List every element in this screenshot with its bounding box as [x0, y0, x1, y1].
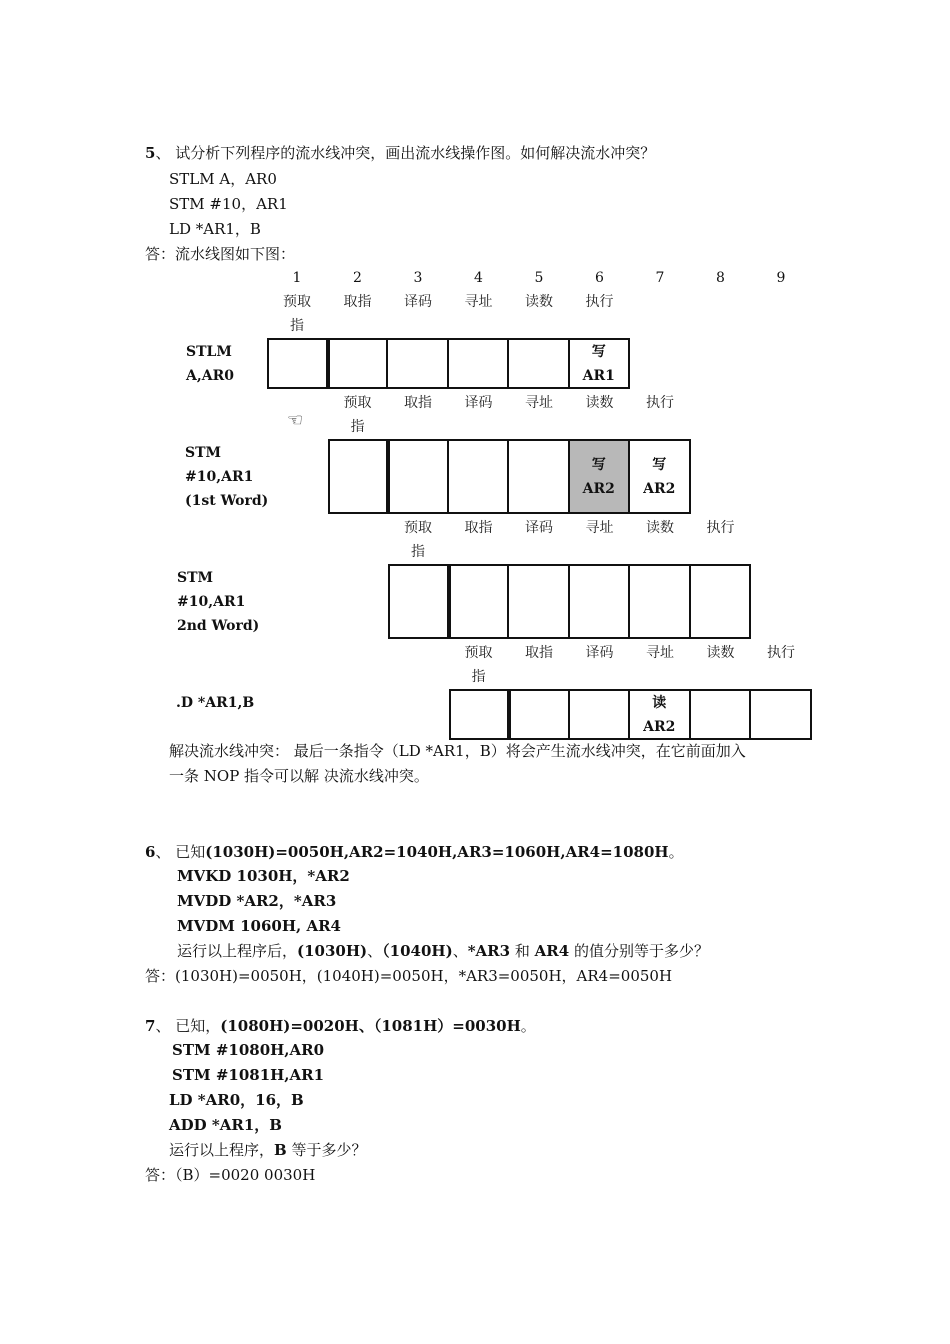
q7-sep: 、 [155, 1017, 176, 1035]
q6-ask-3: 、 [452, 942, 468, 960]
q6-ask-b2: （1040H) [382, 942, 453, 960]
instruction-label [177, 566, 259, 638]
q5-heading [145, 143, 655, 163]
instruction-label-line: #10,AR1 [177, 594, 246, 610]
q6-ask-4: 和 [510, 942, 535, 960]
q7-heading [145, 1016, 536, 1036]
stage-label: 执行 [767, 645, 795, 661]
column-number: 4 [474, 270, 483, 286]
pipeline-cell [447, 338, 510, 389]
stage-label: 取指 [404, 395, 432, 411]
q7-ask [169, 1140, 366, 1160]
pipeline-cell-text: AR2 [643, 480, 676, 497]
pipeline-cell-text: AR2 [643, 718, 676, 735]
instruction-label-line: .D *AR1,B [176, 695, 255, 711]
pipeline-cell [388, 564, 451, 639]
pipeline-cell-text: 读 [652, 694, 667, 711]
q7-code-line-2: STM #1081H,AR1 [172, 1066, 325, 1084]
q7-ask-1: 运行以上程序， [169, 1141, 275, 1159]
column-number: 1 [292, 270, 302, 286]
stage-label: 执行 [646, 395, 674, 411]
q5-answer-intro: 答：流水线图如下图： [145, 245, 296, 263]
pipeline-cell [689, 689, 752, 740]
pipeline-cell [628, 689, 691, 740]
pipeline-cell-text: 写 [652, 456, 667, 473]
stage-label: 译码 [404, 294, 432, 310]
q6-heading [145, 842, 684, 862]
pipeline-cell [507, 564, 570, 639]
column-number: 9 [776, 270, 786, 286]
q6-code-line-3: MVDM 1060H, AR4 [177, 917, 341, 935]
stage-label-part: 指 [290, 318, 304, 334]
q7-number: 7 [145, 1017, 156, 1035]
stage-label: 寻址 [525, 395, 553, 411]
stage-label-part: 预取 [464, 645, 493, 661]
stage-label-part: 预取 [343, 395, 372, 411]
pipeline-cell [507, 439, 570, 514]
pipeline-cell [447, 564, 510, 639]
q6-ask-5: 的值分别等于多少？ [569, 942, 709, 960]
pipeline-cell [328, 439, 391, 514]
q6-ask-b3: *AR3 [467, 942, 511, 960]
stage-label [267, 290, 327, 338]
pipeline-cell [568, 564, 631, 639]
q6-question-pre: 已知 [175, 843, 206, 861]
stage-label-part: 指 [350, 419, 365, 435]
pipeline-cell [267, 338, 330, 389]
stage-label: 读数 [646, 520, 674, 536]
q5-question: 试分析下列程序的流水线冲突，画出流水线操作图。如何解决流水冲突？ [175, 144, 656, 162]
stage-label: 读数 [706, 645, 735, 661]
pipeline-cell [507, 689, 570, 740]
instruction-label [186, 340, 234, 388]
pipeline-cell [326, 338, 389, 389]
stage-label: 寻址 [464, 294, 493, 310]
stage-label: 寻址 [646, 645, 674, 661]
stage-label [388, 516, 448, 564]
column-number: 6 [595, 270, 604, 286]
q6-code-line-1: MVKD 1030H，*AR2 [177, 867, 350, 885]
q5-solution-line-1: 解决流水线冲突： 最后一条指令（LD *AR1，B）将会产生流水线冲突，在它前面加入 [169, 742, 746, 760]
q6-ask-b1: (1030H) [297, 942, 368, 960]
pipeline-cell [568, 338, 631, 389]
stage-label: 取指 [525, 645, 553, 661]
q5-sep: 、 [155, 144, 176, 162]
stage-label [449, 641, 509, 689]
stage-label-part: 预取 [283, 294, 311, 310]
stage-label-part: 预取 [404, 520, 432, 536]
pipeline-cell [749, 689, 812, 740]
stage-label: 执行 [706, 520, 735, 536]
instruction-label-line: STLM [186, 344, 232, 360]
instruction-label [185, 441, 268, 513]
stage-label: 取指 [464, 520, 493, 536]
instruction-label [176, 691, 254, 715]
instruction-label-line: 2nd Word) [177, 618, 260, 634]
pipeline-cell [449, 689, 512, 740]
column-number: 2 [353, 270, 362, 286]
pipeline-cell-text: 写 [591, 343, 606, 360]
q7-question-pre: 已知， [175, 1017, 221, 1035]
stage-label: 译码 [525, 520, 553, 536]
q7-question-end: 。 [520, 1017, 536, 1035]
instruction-label-line: STM [177, 570, 214, 586]
hand-cursor-icon: ☜ [287, 410, 304, 431]
stage-label: 寻址 [585, 520, 614, 536]
q7-ask-b1: B [274, 1141, 287, 1159]
q5-number: 5 [145, 144, 156, 162]
stage-label-part: 指 [471, 669, 486, 685]
q7-code-line-3: LD *AR0，16，B [169, 1091, 304, 1109]
q7-code-line-4: ADD *AR1，B [169, 1116, 282, 1134]
q6-code-line-2: MVDD *AR2，*AR3 [177, 892, 337, 910]
pipeline-cell [628, 439, 691, 514]
q6-answer: 答：(1030H)=0050H，(1040H)=0050H，*AR3=0050H，AR4=0050H [145, 967, 673, 985]
q7-code-line-1: STM #1080H,AR0 [172, 1041, 325, 1059]
q6-number: 6 [145, 843, 156, 861]
stage-label: 译码 [464, 395, 493, 411]
q5-code-line-2: STM #10，AR1 [169, 195, 288, 213]
q6-question-end: 。 [668, 843, 684, 861]
q6-ask [177, 941, 709, 961]
pipeline-cell-text: 写 [591, 456, 606, 473]
column-number: 7 [655, 270, 665, 286]
stage-label: 译码 [585, 645, 614, 661]
pipeline-cell [568, 689, 631, 740]
pipeline-cell [386, 338, 449, 389]
pipeline-cell [386, 439, 449, 514]
q7-ask-2: 等于多少？ [286, 1141, 367, 1159]
pipeline-cell [447, 439, 510, 514]
q5-solution-line-2: 一条 NOP 指令可以解 决流水线冲突。 [169, 767, 429, 785]
pipeline-cell [568, 439, 631, 514]
q6-ask-1: 运行以上程序后， [177, 942, 298, 960]
q6-sep: 、 [155, 843, 176, 861]
stage-label-part: 指 [411, 544, 425, 560]
q7-answer: 答：（B）=0020 0030H [145, 1166, 316, 1184]
instruction-label-line: A,AR0 [186, 368, 234, 384]
q5-code-line-3: LD *AR1，B [169, 220, 261, 238]
stage-label: 取指 [343, 294, 372, 310]
stage-label: 执行 [585, 294, 614, 310]
q6-ask-b4: AR4 [534, 942, 570, 960]
instruction-label-line: STM [185, 445, 222, 461]
pipeline-cell-text: AR1 [582, 367, 615, 384]
stage-label: 读数 [525, 294, 553, 310]
instruction-label-line: (1st Word) [185, 493, 269, 509]
column-number: 3 [413, 270, 423, 286]
instruction-label-line: #10,AR1 [185, 469, 254, 485]
q6-ask-2: 、 [367, 942, 383, 960]
q7-question-bold: (1080H)=0020H、（1081H）=0030H [220, 1017, 521, 1035]
column-number: 8 [716, 270, 725, 286]
q5-code-line-1: STLM A，AR0 [169, 170, 277, 188]
q6-question-bold: (1030H)=0050H,AR2=1040H,AR3=1060H,AR4=1080H [205, 843, 669, 861]
stage-label [328, 391, 388, 439]
pipeline-cell [507, 338, 570, 389]
pipeline-cell-text: AR2 [582, 480, 615, 497]
column-number: 5 [534, 270, 544, 286]
pipeline-cell [628, 564, 691, 639]
stage-label: 读数 [585, 395, 614, 411]
pipeline-cell [689, 564, 752, 639]
